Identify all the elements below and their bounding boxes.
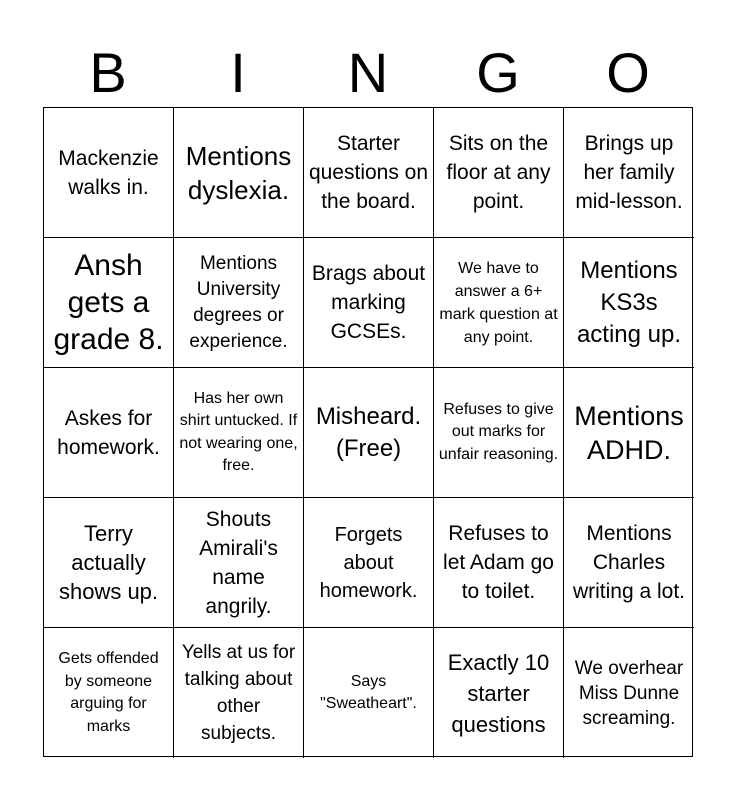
- cell-text: Mentions University degrees or experience.: [189, 252, 288, 352]
- bingo-cell[interactable]: [434, 368, 564, 498]
- header-letter-g: G: [476, 41, 520, 104]
- bingo-cell[interactable]: [304, 238, 434, 368]
- bingo-cell[interactable]: [44, 238, 174, 368]
- bingo-cell[interactable]: [304, 108, 434, 238]
- cell-text: Mentions Charles writing a lot.: [572, 522, 686, 603]
- cell-text: Refuses to let Adam go to toilet.: [443, 522, 554, 603]
- bingo-cell[interactable]: [174, 498, 304, 628]
- header-letter-b: B: [89, 41, 127, 104]
- bingo-cell[interactable]: [174, 368, 304, 498]
- bingo-cell[interactable]: [564, 498, 694, 628]
- cell-text: Shouts Amirali's name angrily.: [199, 507, 278, 618]
- cell-text: Has her own shirt untucked. If not wearing one, free.: [179, 389, 298, 474]
- bingo-grid: [43, 107, 693, 757]
- cell-text: Yells at us for talking about other subjects.: [181, 642, 296, 744]
- cell-text: Exactly 10 starter questions: [447, 649, 550, 737]
- cell-text: We overhear Miss Dunne screaming.: [574, 657, 684, 729]
- cell-text: Starter questions on the board.: [308, 132, 429, 213]
- cell-text: Forgets about homework.: [319, 523, 418, 602]
- cell-text: We have to answer a 6+ mark question at any point.: [439, 259, 558, 346]
- bingo-cell[interactable]: [564, 628, 694, 758]
- bingo-cell[interactable]: [44, 108, 174, 238]
- bingo-cell[interactable]: [434, 498, 564, 628]
- cell-text: Mentions dyslexia.: [185, 140, 292, 205]
- bingo-cell[interactable]: [44, 498, 174, 628]
- cell-text: Mentions ADHD.: [574, 400, 684, 465]
- bingo-cell[interactable]: [434, 108, 564, 238]
- bingo-cell[interactable]: [44, 368, 174, 498]
- cell-text: Brags about marking GCSEs.: [311, 262, 426, 343]
- cell-text: Brings up her family mid-lesson.: [575, 132, 683, 213]
- bingo-cell[interactable]: [174, 238, 304, 368]
- cell-text: Misheard. (Free): [315, 402, 422, 462]
- cell-text: Gets offended by someone arguing for marks: [58, 650, 159, 735]
- cell-text: Terry actually shows up.: [58, 521, 159, 604]
- cell-text: Ansh gets a grade 8.: [53, 249, 164, 356]
- bingo-cell[interactable]: [434, 628, 564, 758]
- header-letter-n: N: [347, 41, 389, 104]
- bingo-header: [43, 38, 693, 108]
- cell-text: Sits on the floor at any point.: [446, 132, 551, 213]
- bingo-cell[interactable]: [174, 628, 304, 758]
- bingo-cell[interactable]: [304, 628, 434, 758]
- cell-text: Askes for homework.: [57, 406, 160, 459]
- bingo-cell[interactable]: [304, 368, 434, 498]
- bingo-cell[interactable]: [304, 498, 434, 628]
- cell-text: Says "Sweatheart".: [320, 673, 417, 712]
- cell-text: Mackenzie walks in.: [58, 146, 159, 199]
- bingo-cell[interactable]: [564, 108, 694, 238]
- bingo-cell[interactable]: [564, 368, 694, 498]
- bingo-cell[interactable]: [564, 238, 694, 368]
- bingo-cell[interactable]: [44, 628, 174, 758]
- header-letter-i: I: [230, 41, 246, 104]
- bingo-cell[interactable]: [174, 108, 304, 238]
- cell-text: Mentions KS3s acting up.: [576, 256, 682, 348]
- bingo-cell[interactable]: [434, 238, 564, 368]
- cell-text: Refuses to give out marks for unfair reasoning.: [438, 400, 559, 463]
- header-letter-o: O: [606, 41, 650, 104]
